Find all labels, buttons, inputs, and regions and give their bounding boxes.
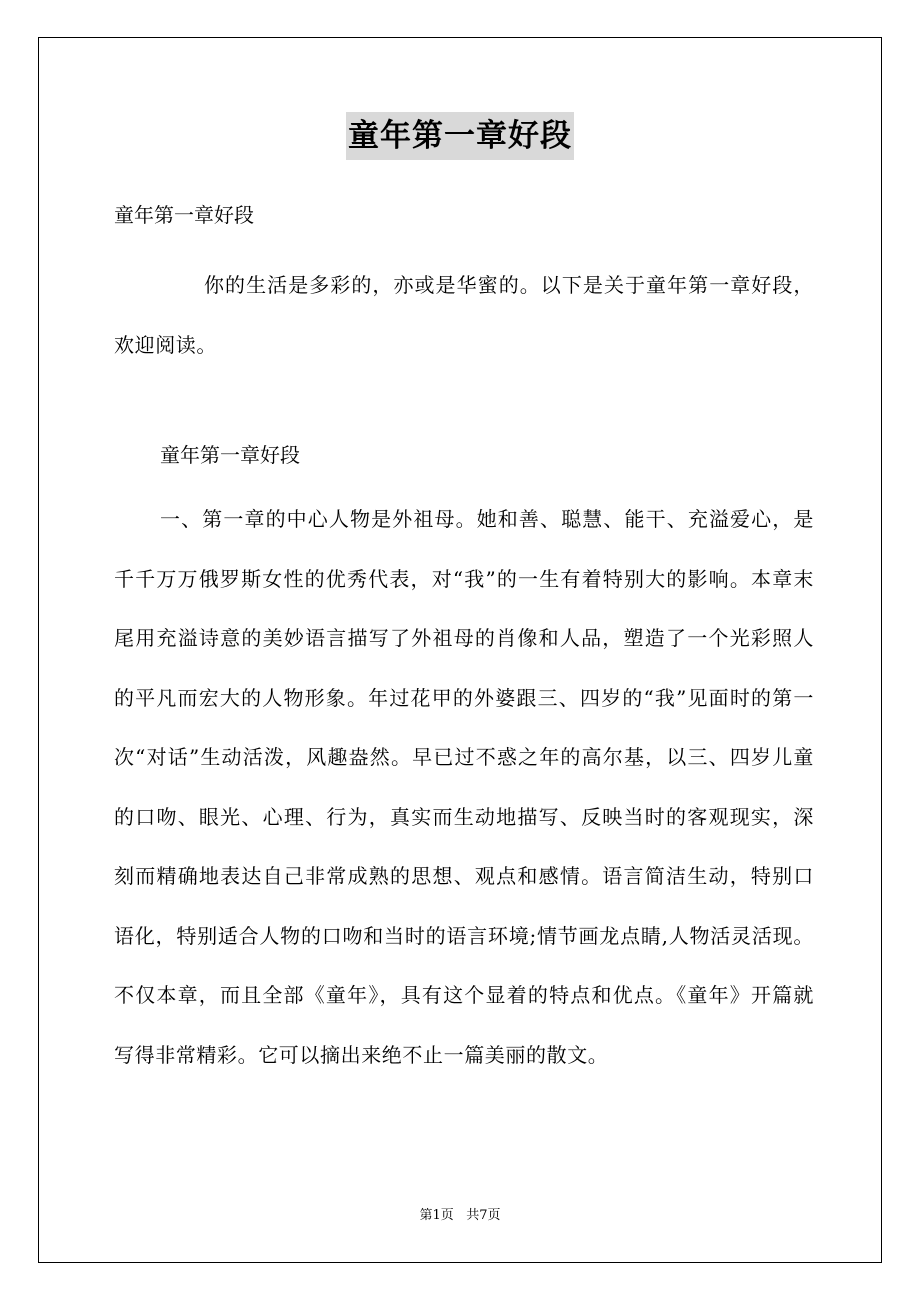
section-heading: 童年第一章好段 <box>160 443 300 467</box>
intro-paragraph: 你的生活是多彩的，亦或是华蜜的。以下是关于童年第一章好段，欢迎阅读。 <box>114 273 814 357</box>
document-subtitle: 童年第一章好段 <box>114 203 254 227</box>
document-title-text: 童年第一章好段 <box>346 112 574 160</box>
document-title <box>0 112 920 160</box>
page-total: 共7页 <box>466 1208 501 1223</box>
body-paragraph: 一、第一章的中心人物是外祖母。她和善、聪慧、能干、充溢爱心，是千千万万俄罗斯女性的优秀代表，对“我”的一生有着特别大的影响。本章末尾用充溢诗意的美妙语言描写了外祖母的肖像和人品，塑造了一个光彩照人的平凡而宏大的人物形象。年过花甲的外婆跟三、四岁的“我”见面时的第一次“对话”生动活泼，风趣盎然。早已过不惑之年的高尔基，以三、四岁儿童的口吻、眼光、心理、行为，真实而生动地描写、反映当时的客观现实，深刻而精确地表达自己非常成熟的思想、观点和感情。语言简洁生动，特别口语化，特别适合人物的口吻和当时的语言环境;情节画龙点睛,人物活灵活现。不仅本章，而且全部《童年》，具有这个显着的特点和优点。《童年》开篇就写得非常精彩。它可以摘出来绝不止一篇美丽的散文。 <box>114 507 814 1067</box>
page-number: 第1页 <box>419 1208 454 1223</box>
page-footer <box>0 1206 920 1226</box>
